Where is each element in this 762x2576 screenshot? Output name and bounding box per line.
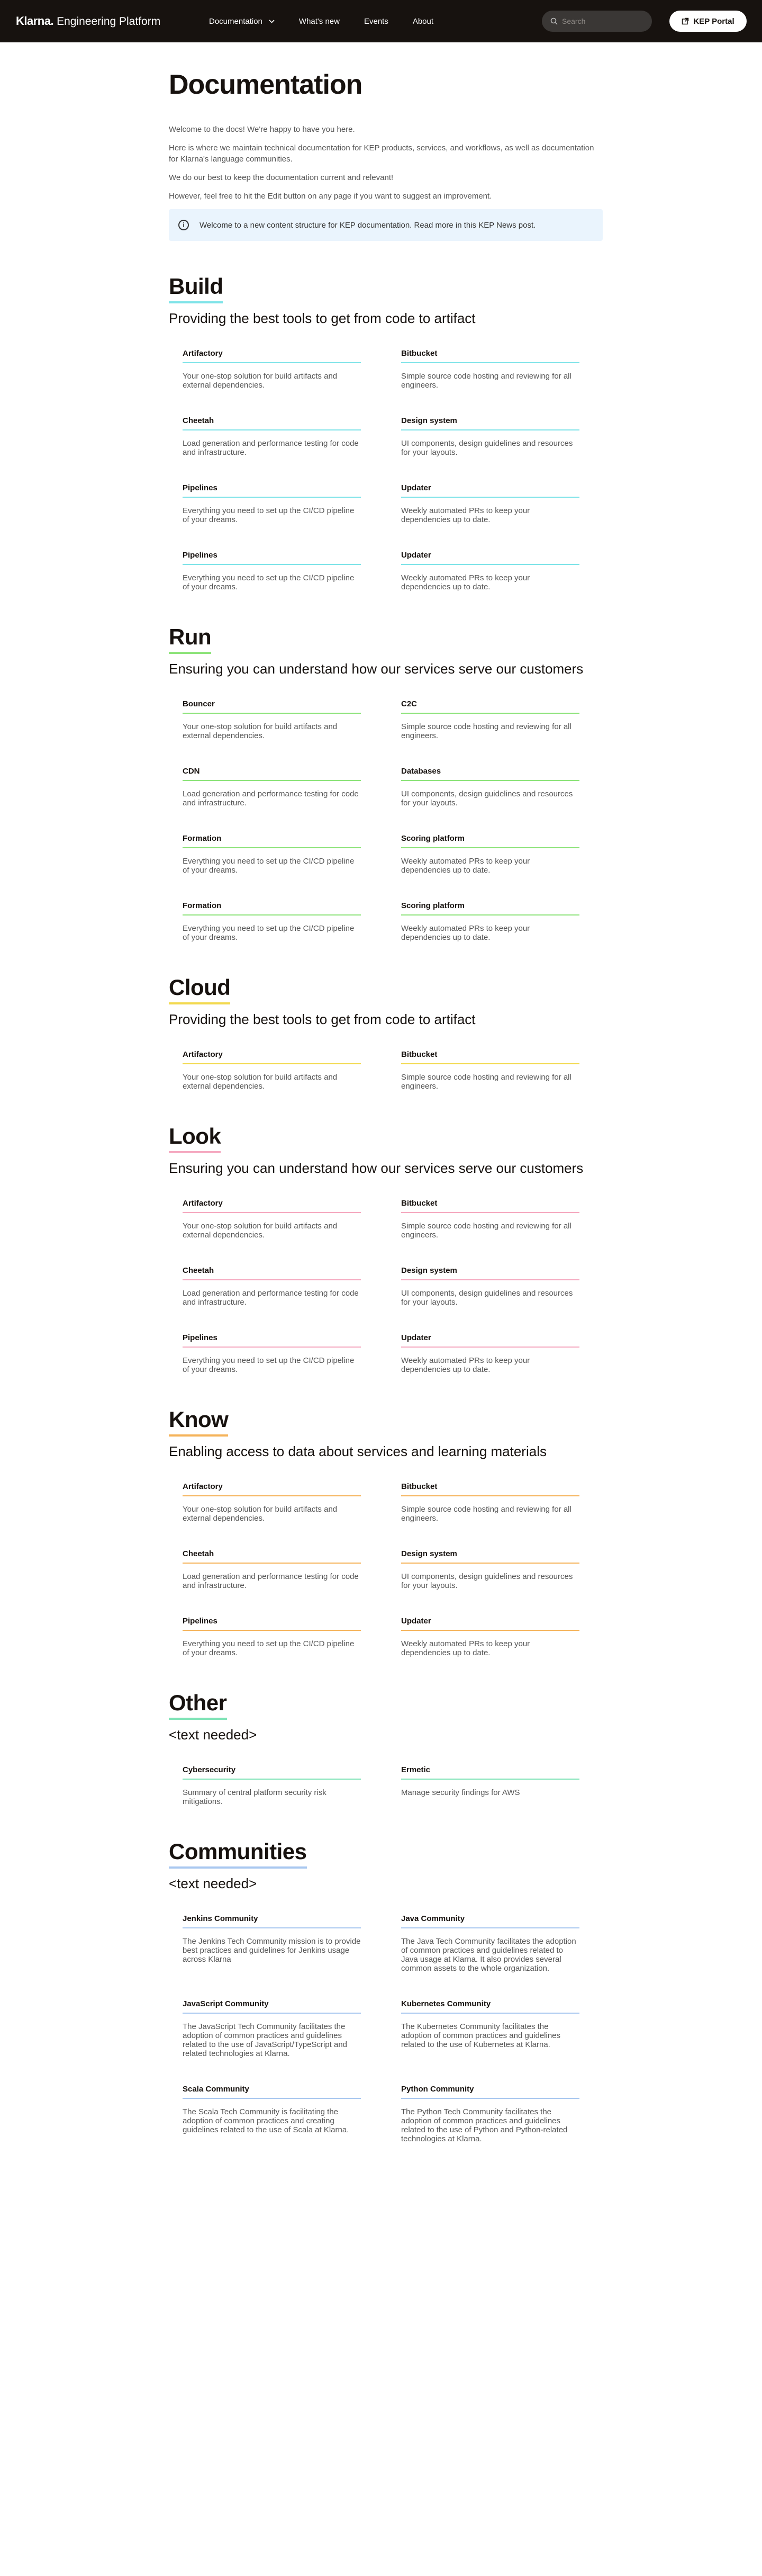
section-subtitle: Ensuring you can understand how our services serve our customers: [169, 661, 584, 677]
kep-portal-label: KEP Portal: [693, 16, 734, 26]
card-title: Ermetic: [401, 1765, 579, 1780]
doc-card[interactable]: [401, 551, 579, 591]
card-description: Load generation and performance testing for code and infrastructure.: [183, 439, 359, 457]
card-title: JavaScript Community: [183, 1999, 361, 2014]
card-title: Bitbucket: [401, 349, 579, 363]
card-title: Jenkins Community: [183, 1914, 361, 1928]
card-description: Everything you need to set up the CI/CD pipeline of your dreams.: [183, 1639, 355, 1657]
doc-card[interactable]: [401, 1266, 579, 1307]
card-grid: [169, 699, 579, 942]
card-description: Simple source code hosting and reviewing for all engineers.: [401, 1505, 572, 1523]
section-subtitle: Ensuring you can understand how our services serve our customers: [169, 1160, 584, 1176]
card-title: Formation: [183, 834, 361, 848]
card-description: UI components, design guidelines and resources for your layouts.: [401, 1289, 573, 1307]
section-subtitle: <text needed>: [169, 1875, 257, 1891]
card-title: Updater: [401, 483, 579, 498]
card-title: Artifactory: [183, 349, 361, 363]
kep-portal-button[interactable]: [669, 11, 747, 32]
section-title: Look: [169, 1124, 221, 1153]
search-icon: [550, 17, 558, 25]
card-grid: [169, 1199, 579, 1374]
notice-text[interactable]: Welcome to a new content structure for KEP documentation. Read more in this KEP News post.: [199, 220, 536, 230]
card-description: Your one-stop solution for build artifacts and external dependencies.: [183, 722, 338, 740]
site-logo[interactable]: [16, 14, 160, 28]
doc-card[interactable]: [401, 1999, 579, 2058]
doc-card[interactable]: [183, 1765, 361, 1806]
doc-card[interactable]: [183, 1333, 361, 1374]
doc-card[interactable]: [183, 2085, 361, 2143]
search-box[interactable]: [542, 11, 652, 32]
doc-card[interactable]: [183, 416, 361, 457]
card-description: Simple source code hosting and reviewing for all engineers.: [401, 372, 572, 390]
doc-card[interactable]: [183, 1999, 361, 2058]
doc-card[interactable]: [401, 1765, 579, 1806]
card-title: Pipelines: [183, 1617, 361, 1631]
doc-card[interactable]: [183, 1617, 361, 1657]
doc-card[interactable]: [183, 1050, 361, 1091]
doc-card[interactable]: [401, 699, 579, 740]
intro-paragraph: Welcome to the docs! We're happy to have you here.: [169, 125, 355, 134]
section-other: [169, 1690, 603, 1806]
card-description: Load generation and performance testing for code and infrastructure.: [183, 1572, 359, 1590]
section-title: Cloud: [169, 975, 230, 1004]
card-description: The Java Tech Community facilitates the adoption of common practices and guidelines related to Java usage at Klarna. It also provides several common assets to the whole organization.: [401, 1937, 576, 1973]
doc-card[interactable]: [183, 1266, 361, 1307]
section-know: [169, 1407, 603, 1657]
card-title: Bitbucket: [401, 1050, 579, 1064]
card-description: Simple source code hosting and reviewing for all engineers.: [401, 1073, 572, 1091]
card-description: The Kubernetes Community facilitates the adoption of common practices and guidelines related to the use of Kubernetes at Klarna.: [401, 2022, 561, 2049]
doc-card[interactable]: [183, 901, 361, 942]
intro-paragraph: However, feel free to hit the Edit button on any page if you want to suggest an improvement.: [169, 192, 492, 201]
doc-card[interactable]: [183, 834, 361, 875]
card-description: Manage security findings for AWS: [401, 1788, 520, 1797]
nav-events[interactable]: Events: [364, 16, 388, 26]
card-title: Databases: [401, 767, 579, 781]
section-title: Run: [169, 624, 211, 654]
doc-card[interactable]: [401, 1549, 579, 1590]
card-description: Weekly automated PRs to keep your dependencies up to date.: [401, 1639, 530, 1657]
card-description: The Jenkins Tech Community mission is to provide best practices and guidelines for Jenkins usage across Klarna: [183, 1937, 361, 1964]
card-description: UI components, design guidelines and resources for your layouts.: [401, 1572, 573, 1590]
doc-card[interactable]: [183, 767, 361, 807]
card-title: Scoring platform: [401, 834, 579, 848]
card-title: Scoring platform: [401, 901, 579, 915]
doc-card[interactable]: [401, 901, 579, 942]
card-title: Updater: [401, 1617, 579, 1631]
card-grid: [169, 1050, 579, 1091]
section-subtitle: Providing the best tools to get from code to artifact: [169, 1011, 476, 1027]
doc-card[interactable]: [183, 349, 361, 390]
card-title: Bouncer: [183, 699, 361, 714]
card-title: Bitbucket: [401, 1199, 579, 1213]
doc-card[interactable]: [183, 1199, 361, 1240]
card-description: Your one-stop solution for build artifacts and external dependencies.: [183, 1505, 338, 1523]
card-description: The JavaScript Tech Community facilitates the adoption of common practices and guidelines related to the use of JavaScript/TypeScript and related technologies at Klarna.: [183, 2022, 348, 2058]
section-subtitle: Providing the best tools to get from code to artifact: [169, 310, 476, 326]
doc-card[interactable]: [401, 349, 579, 390]
card-grid: [169, 1482, 579, 1657]
card-description: Load generation and performance testing for code and infrastructure.: [183, 1289, 359, 1307]
card-title: Python Community: [401, 2085, 579, 2099]
card-description: Your one-stop solution for build artifacts and external dependencies.: [183, 1222, 338, 1240]
section-look: [169, 1124, 603, 1374]
card-description: Weekly automated PRs to keep your dependencies up to date.: [401, 1356, 530, 1374]
card-description: UI components, design guidelines and resources for your layouts.: [401, 439, 573, 457]
card-title: Cheetah: [183, 416, 361, 430]
card-grid: [169, 1914, 579, 2143]
nav-whats-new[interactable]: What's new: [298, 16, 340, 26]
card-title: C2C: [401, 699, 579, 714]
card-description: UI components, design guidelines and resources for your layouts.: [401, 789, 573, 807]
doc-card[interactable]: [401, 767, 579, 807]
card-title: Pipelines: [183, 551, 361, 565]
card-description: Everything you need to set up the CI/CD pipeline of your dreams.: [183, 857, 355, 875]
card-title: Formation: [183, 901, 361, 915]
card-title: Bitbucket: [401, 1482, 579, 1496]
top-navigation-bar: [0, 0, 762, 42]
card-title: Design system: [401, 1549, 579, 1564]
card-grid: [169, 1765, 579, 1806]
doc-card[interactable]: [183, 1482, 361, 1523]
intro-paragraph: Here is where we maintain technical documentation for KEP products, services, and workflows, as well as documentation for Klarna's language communities.: [169, 143, 594, 164]
card-title: Updater: [401, 1333, 579, 1348]
section-title: Know: [169, 1407, 228, 1437]
section-cloud: [169, 975, 603, 1091]
intro-paragraph: We do our best to keep the documentation current and relevant!: [169, 173, 394, 182]
card-description: Weekly automated PRs to keep your dependencies up to date.: [401, 506, 530, 524]
card-grid: [169, 349, 579, 591]
card-title: Cheetah: [183, 1549, 361, 1564]
section-subtitle: Enabling access to data about services and learning materials: [169, 1443, 547, 1459]
doc-card[interactable]: [401, 834, 579, 875]
card-title: CDN: [183, 767, 361, 781]
nav-documentation-label: Documentation: [209, 16, 262, 26]
card-description: Weekly automated PRs to keep your dependencies up to date.: [401, 924, 530, 942]
doc-card[interactable]: [183, 1914, 361, 1973]
section-title: Other: [169, 1690, 227, 1720]
card-title: Java Community: [401, 1914, 579, 1928]
card-title: Cheetah: [183, 1266, 361, 1280]
card-title: Updater: [401, 551, 579, 565]
doc-card[interactable]: [401, 1617, 579, 1657]
doc-card[interactable]: [401, 1199, 579, 1240]
doc-card[interactable]: [183, 1549, 361, 1590]
logo-brand: Klarna.: [16, 14, 54, 28]
doc-card[interactable]: [401, 1482, 579, 1523]
card-title: Artifactory: [183, 1482, 361, 1496]
nav-documentation[interactable]: [209, 17, 275, 26]
card-title: Pipelines: [183, 483, 361, 498]
card-title: Artifactory: [183, 1050, 361, 1064]
doc-card[interactable]: [401, 483, 579, 524]
info-notice: [169, 209, 603, 241]
doc-card[interactable]: [401, 1914, 579, 1973]
section-subtitle: <text needed>: [169, 1727, 257, 1743]
doc-card[interactable]: [183, 551, 361, 591]
card-description: Your one-stop solution for build artifacts and external dependencies.: [183, 1073, 338, 1091]
card-title: Cybersecurity: [183, 1765, 361, 1780]
info-icon: i: [178, 220, 189, 230]
card-description: Everything you need to set up the CI/CD pipeline of your dreams.: [183, 506, 355, 524]
card-title: Pipelines: [183, 1333, 361, 1348]
card-description: Summary of central platform security risk mitigations.: [183, 1788, 326, 1806]
doc-card[interactable]: [183, 699, 361, 740]
doc-card[interactable]: [401, 1333, 579, 1374]
section-communities: [169, 1839, 603, 2143]
card-description: Simple source code hosting and reviewing for all engineers.: [401, 722, 572, 740]
card-description: Your one-stop solution for build artifacts and external dependencies.: [183, 372, 338, 390]
card-description: Simple source code hosting and reviewing for all engineers.: [401, 1222, 572, 1240]
card-description: The Python Tech Community facilitates the adoption of common practices and guidelines related to the use of Python and Python-related technologies at Klarna.: [401, 2107, 568, 2143]
card-description: Everything you need to set up the CI/CD pipeline of your dreams.: [183, 924, 355, 942]
card-title: Scala Community: [183, 2085, 361, 2099]
card-description: Everything you need to set up the CI/CD pipeline of your dreams.: [183, 573, 355, 591]
open-external-icon: [682, 17, 689, 25]
section-build: [169, 274, 603, 591]
card-description: The Scala Tech Community is facilitating the adoption of common practices and creating guidelines related to the use of Scala at Klarna.: [183, 2107, 349, 2134]
doc-card[interactable]: [401, 416, 579, 457]
card-description: Weekly automated PRs to keep your dependencies up to date.: [401, 857, 530, 875]
card-description: Everything you need to set up the CI/CD pipeline of your dreams.: [183, 1356, 355, 1374]
nav-about[interactable]: About: [412, 16, 434, 26]
card-description: Weekly automated PRs to keep your dependencies up to date.: [401, 573, 530, 591]
page-title: Documentation: [169, 69, 362, 100]
chevron-down-icon: [269, 20, 275, 23]
logo-product: Engineering Platform: [57, 15, 161, 28]
main-nav: [209, 0, 433, 42]
section-title: Communities: [169, 1839, 307, 1869]
card-description: Load generation and performance testing for code and infrastructure.: [183, 789, 359, 807]
section-run: [169, 624, 603, 942]
documentation-content: [169, 42, 603, 2175]
doc-card[interactable]: [183, 483, 361, 524]
doc-card[interactable]: [401, 2085, 579, 2143]
card-title: Artifactory: [183, 1199, 361, 1213]
card-title: Design system: [401, 1266, 579, 1280]
card-title: Design system: [401, 416, 579, 430]
doc-card[interactable]: [401, 1050, 579, 1091]
intro-text: [169, 124, 603, 202]
section-title: Build: [169, 274, 223, 303]
card-title: Kubernetes Community: [401, 1999, 579, 2014]
sections-container: [169, 274, 603, 2143]
search-input[interactable]: [562, 17, 641, 25]
